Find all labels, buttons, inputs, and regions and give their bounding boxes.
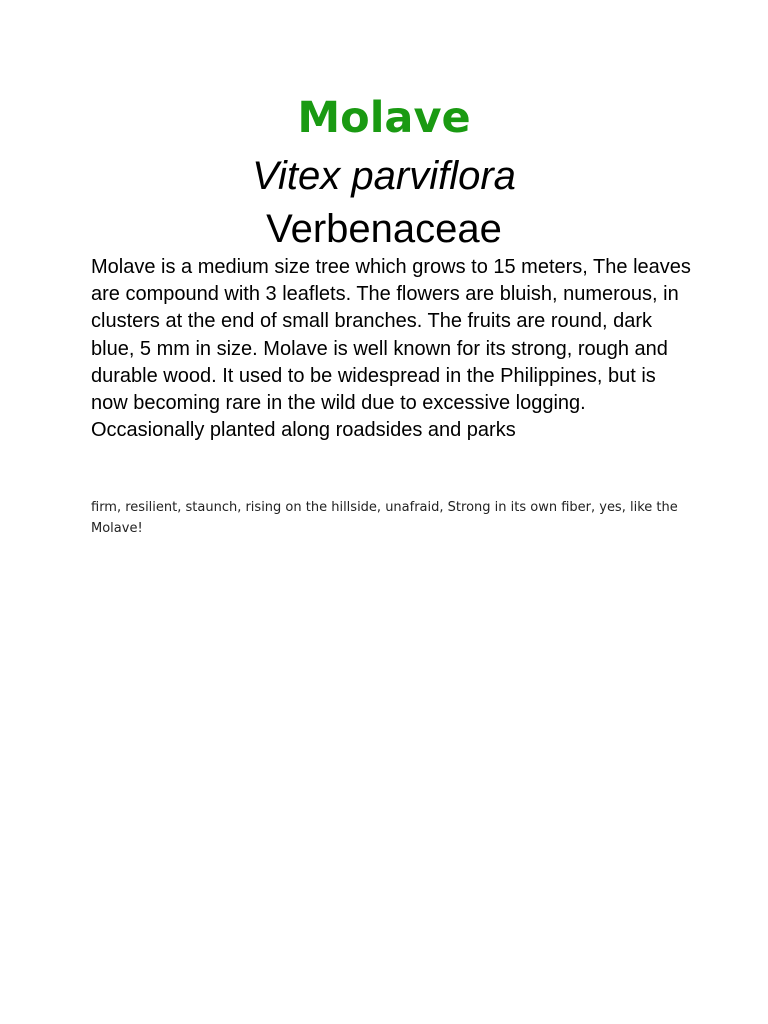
description-paragraph: Molave is a medium size tree which grows to 15 meters, The leaves are compound with 3 leaflets. The flowers are bluish, numerous, in clusters at the end of small branches. The fruits are round, dark blue, 5 mm in size. Molave is well known for its strong, rough and durable wood. It used to be widespread in the Philippines, but is now becoming rare in the wild due to excessive logging. Occasionally planted along roadsides and parks (91, 256, 691, 442)
family-name: Verbenaceae (266, 207, 502, 251)
scientific-name: Vitex parviflora (252, 154, 516, 198)
poem-text: firm, resilient, staunch, rising on the hillside, unafraid, Strong in its own fiber, yes, like the Molave! (91, 500, 678, 536)
page-title: Molave (297, 93, 471, 143)
